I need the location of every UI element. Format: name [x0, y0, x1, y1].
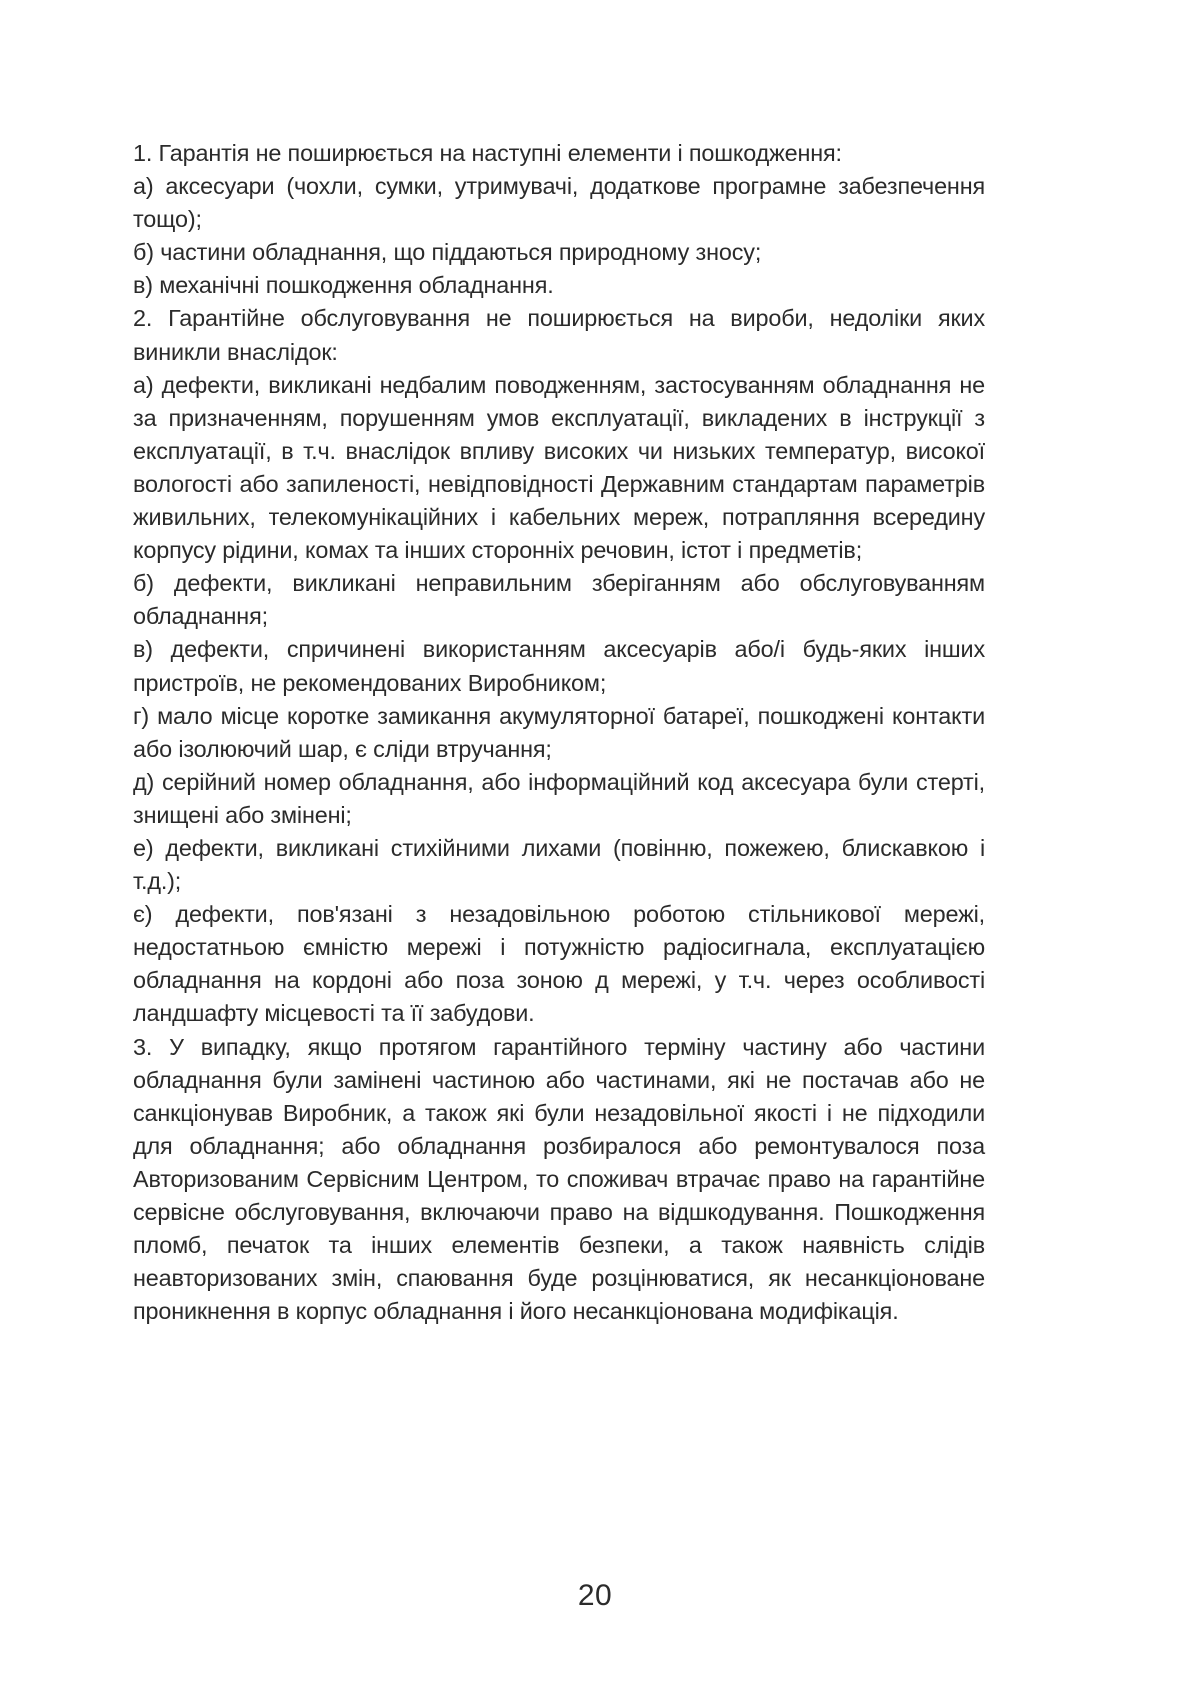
paragraph-item-1v: в) механічні пошкодження обладнання. — [133, 272, 554, 299]
document-body — [133, 137, 985, 1328]
paragraph-item-2ye: є) дефекти, пов'язані з незадовільною роботою стільникової мережі, недостатньою ємністю мережі і потужністю радіосигнала, експлуатацією обладнання на кордоні або поза зоною д мережі, у т.ч. через особливості ландшафту місцевості та її забудови. — [133, 901, 985, 1027]
paragraph-item-2b: б) дефекти, викликані неправильним зберіганням або обслуговуванням обладнання; — [133, 570, 985, 630]
paragraph-item-1-heading: 1. Гарантія не поширюється на наступні елементи і пошкодження: — [133, 140, 842, 166]
paragraph-item-2d: д) серійний номер обладнання, або інформаційний код аксесуара були стерті, знищені або змінені; — [133, 768, 985, 828]
paragraph-item-2e: е) дефекти, викликані стихійними лихами (повінню, пожежею, блискавкою і т.д.); — [133, 834, 985, 895]
paragraph-item-2a: а) дефекти, викликані недбалим поводженням, застосуванням обладнання не за призначенням, порушенням умов експлуатації, викладених в інструкції з експлуатації, в т.ч. внаслідок впливу високих чи низьких температур, високої вологості або запиленості, невідповідності Державним стандартам параметрів живильних, телекомунікаційних і кабельних мереж, потрапляння всередину корпусу рідини, комах та інших сторонніх речовин, істот і предметів; — [133, 371, 985, 564]
page-number: 20 — [577, 1579, 613, 1612]
paragraph-item-3: 3. У випадку, якщо протягом гарантійного терміну частину або частини обладнання були замінені частиною або частинами, які не постачав або не санкціонував Виробник, а також які були незадовільної якості і не підходили для обладнання; або обладнання розбиралося або ремонтувалося поза Авторизованим Сервісним Центром, то споживач втрачає право на гарантійне сервісне обслуговування, включаючи право на відшкодування. Пошкодження пломб, печаток та інших елементів безпеки, а також наявність слідів неавторизованих змін, спаювання буде розцінюватися, як несанкціоноване проникнення в корпус обладнання і його несанкціонована модифікація. — [133, 1033, 985, 1325]
paragraph-item-2-heading: 2. Гарантійне обслуговування не поширюється на вироби, недоліки яких виникли внаслідок: — [133, 305, 985, 365]
paragraph-item-2g: г) мало місце коротке замикання акумуляторної батареї, пошкоджені контакти або ізолюючий шар, є сліди втручання; — [133, 702, 985, 762]
paragraph-item-1b: б) частини обладнання, що піддаються природному зносу; — [133, 239, 762, 266]
paragraph-item-2v: в) дефекти, спричинені використанням аксесуарів або/і будь-яких інших пристроїв, не рекомендованих Виробником; — [133, 636, 985, 696]
paragraph-item-1a: а) аксесуари (чохли, сумки, утримувачі, додаткове програмне забезпечення тощо); — [133, 173, 985, 233]
